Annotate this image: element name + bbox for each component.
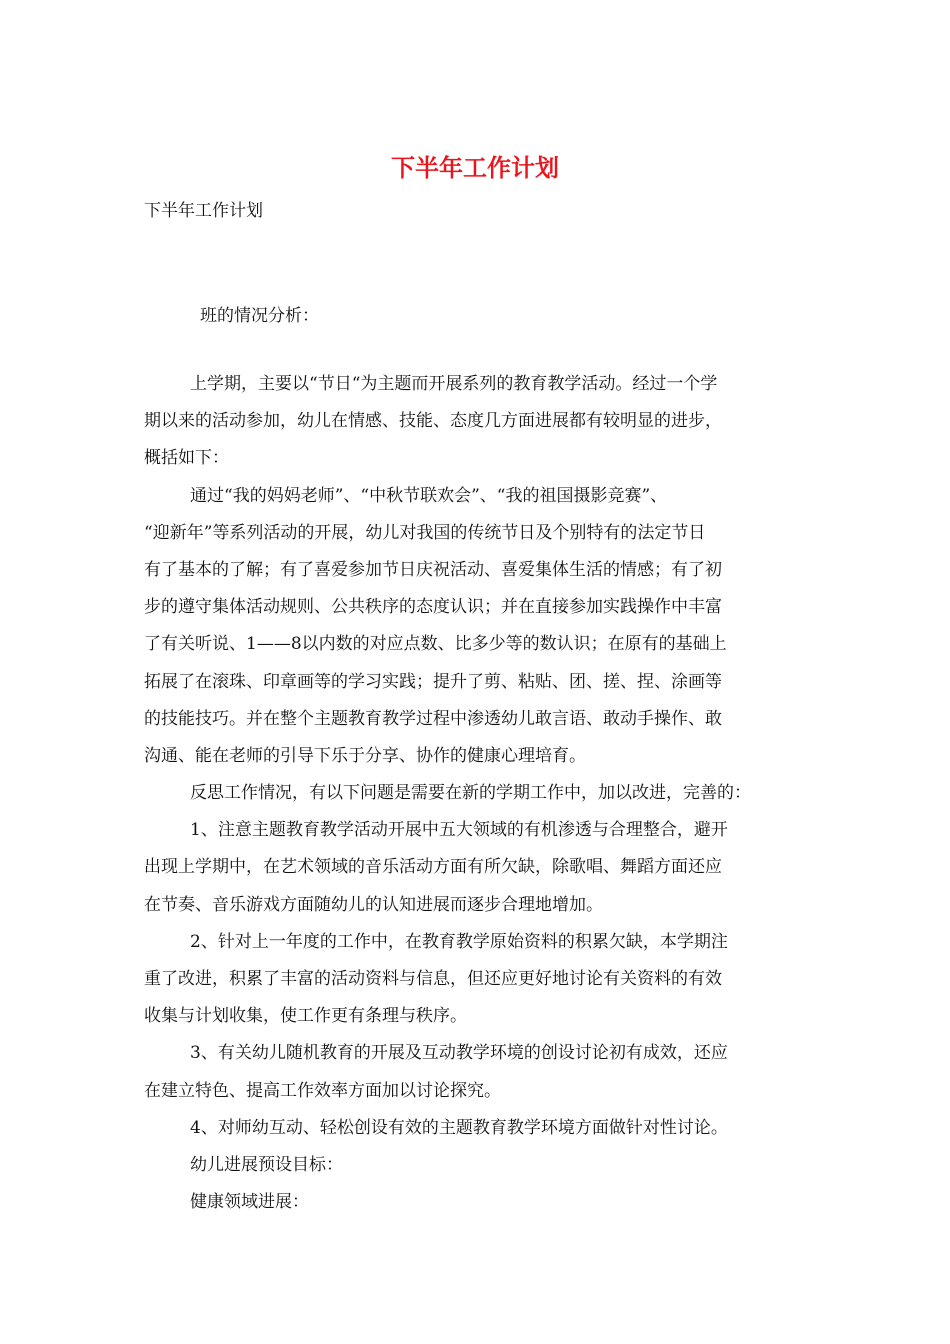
text-line: 有了基本的了解；有了喜爱参加节日庆祝活动、喜爱集体生活的情感；有了初 (144, 559, 722, 580)
text-line: 健康领域进展： (190, 1192, 309, 1213)
text-line: 上学期，主要以“节日“为主题而开展系列的教育教学活动。经过一个学 (190, 374, 718, 394)
document-title: 下半年工作计划 (391, 153, 559, 182)
text-line: 收集与计划收集，使工作更有条理与秩序。 (144, 1006, 467, 1027)
text-line: 通过“我的妈妈老师”、“中秋节联欢会”、“我的祖国摄影竞赛”、 (190, 485, 668, 506)
text-line: 1、注意主题教育教学活动开展中五大领域的有机渗透与合理整合，避开 (190, 820, 728, 841)
text-line: 步的遵守集体活动规则、公共秩序的态度认识；并在直接参加实践操作中丰富 (144, 597, 722, 618)
text-line: 重了改进，积累了丰富的活动资料与信息，但还应更好地讨论有关资料的有效 (144, 969, 722, 989)
text-line: 沟通、能在老师的引导下乐于分享、协作的健康心理培育。 (144, 745, 586, 766)
text-line: 期以来的活动参加，幼儿在情感、技能、态度几方面进展都有较明显的进步， (144, 411, 722, 432)
text-line: 了有关听说、1——8以内数的对应点数、比多少等的数认识；在原有的基础上 (144, 634, 727, 655)
text-line: 幼儿进展预设目标： (190, 1154, 343, 1175)
text-line: 2、针对上一年度的工作中，在教育教学原始资料的积累欠缺，本学期注 (190, 931, 728, 952)
text-line: 概括如下： (144, 448, 229, 469)
body-text (144, 366, 814, 1221)
text-line: 在节奏、音乐游戏方面随幼儿的认知进展而逐步合理地增加。 (144, 894, 603, 915)
text-line: 在建立特色、提高工作效率方面加以讨论探究。 (144, 1080, 501, 1101)
text-line: 反思工作情况，有以下问题是需要在新的学期工作中，加以改进，完善的： (190, 783, 751, 804)
text-line: 3、有关幼儿随机教育的开展及互动教学环境的创设讨论初有成效，还应 (190, 1043, 728, 1064)
section-heading: 班的情况分析： (200, 306, 319, 326)
text-line: “迎新年”等系列活动的开展，幼儿对我国的传统节日及个别特有的法定节日 (144, 522, 706, 543)
text-line: 4、对师幼互动、轻松创设有效的主题教育教学环境方面做针对性讨论。 (190, 1117, 728, 1138)
text-line: 拓展了在滚珠、印章画等的学习实践；提升了剪、粘贴、团、搓、捏、涂画等 (144, 671, 722, 692)
document-subtitle: 下半年工作计划 (144, 201, 263, 221)
text-line: 的技能技巧。并在整个主题教育教学过程中渗透幼儿敢言语、敢动手操作、敢 (144, 708, 722, 729)
text-line: 出现上学期中，在艺术领域的音乐活动方面有所欠缺，除歌唱、舞蹈方面还应 (144, 857, 722, 878)
